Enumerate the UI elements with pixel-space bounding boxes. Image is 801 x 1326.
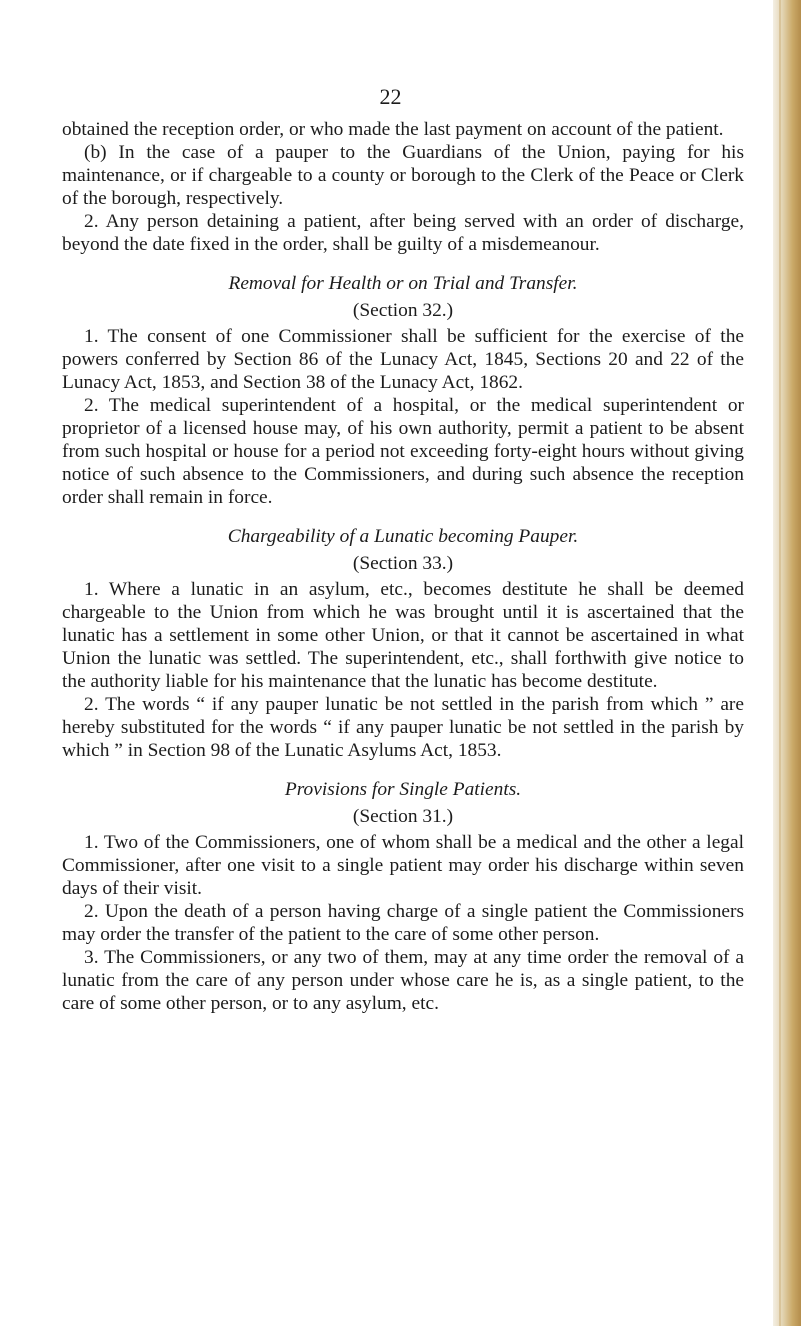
paragraph-2: 2. Any person detaining a patient, after being served with an order of discharge, beyond the date fixed in the order, shall be guilty of a misdemeanour. — [62, 211, 744, 255]
heading-chargeability: Chargeability of a Lunatic becoming Pauper. — [227, 526, 579, 547]
removal-paragraph-1: 1. The consent of one Commissioner shall be sufficient for the exercise of the powers conferred by Section 86 of the Lunacy Act, 1845, Sections 20 and 22 of the Lunacy Act, 1853, and Section 38 of the Lunacy Act, 1862. — [62, 326, 744, 393]
single-paragraph-1: 1. Two of the Commissioners, one of whom shall be a medical and the other a legal Commissioner, after one visit to a single patient may order his discharge within seven days of their visit. — [62, 832, 744, 899]
section-ref-31: (Section 31.) — [352, 806, 454, 827]
page-edge-line — [779, 0, 781, 1326]
removal-paragraph-2: 2. The medical superintendent of a hospital, or the medical superintendent or proprietor of a licensed house may, of his own authority, permit a patient to be absent from such hospital or house for a period not exceeding forty-eight hours without giving notice of such absence to the Commissioners, and during such absence the reception order shall remain in force. — [62, 395, 744, 508]
heading-removal: Removal for Health or on Trial and Transfer. — [228, 273, 578, 294]
single-paragraph-3: 3. The Commissioners, or any two of them, may at any time order the removal of a lunatic from the care of any person under whose care he is, as a single patient, to the care of some other person, or to any asylum, etc. — [62, 947, 744, 1014]
page-edge — [773, 0, 801, 1326]
section-ref-32: (Section 32.) — [352, 300, 454, 321]
section-ref-33: (Section 33.) — [352, 553, 454, 574]
chargeability-paragraph-2: 2. The words “ if any pauper lunatic be not settled in the parish from which ” are hereby substituted for the words “ if any pauper lunatic be not settled in the parish by which ” in Section 98 of the Lunatic Asylums Act, 1853. — [62, 694, 744, 761]
page-body — [62, 118, 744, 1015]
heading-single-patients: Provisions for Single Patients. — [284, 779, 522, 800]
paragraph-continuation: obtained the reception order, or who made the last payment on account of the patient. — [62, 119, 724, 140]
single-paragraph-2: 2. Upon the death of a person having charge of a single patient the Commissioners may order the transfer of the patient to the care of some other person. — [62, 901, 744, 945]
chargeability-paragraph-1: 1. Where a lunatic in an asylum, etc., becomes destitute he shall be deemed chargeable to the Union from which he was brought until it is ascertained that the lunatic has a settlement in some other Union, or that it cannot be ascertained in what Union the lunatic was settled. The superintendent, etc., shall forthwith give notice to the authority liable for his maintenance that the lunatic has become destitute. — [62, 579, 744, 692]
page-number: 22 — [379, 84, 402, 109]
paragraph-b: (b) In the case of a pauper to the Guardians of the Union, paying for his maintenance, or if chargeable to a county or borough to the Clerk of the Peace or Clerk of the borough, respectively. — [62, 142, 744, 209]
